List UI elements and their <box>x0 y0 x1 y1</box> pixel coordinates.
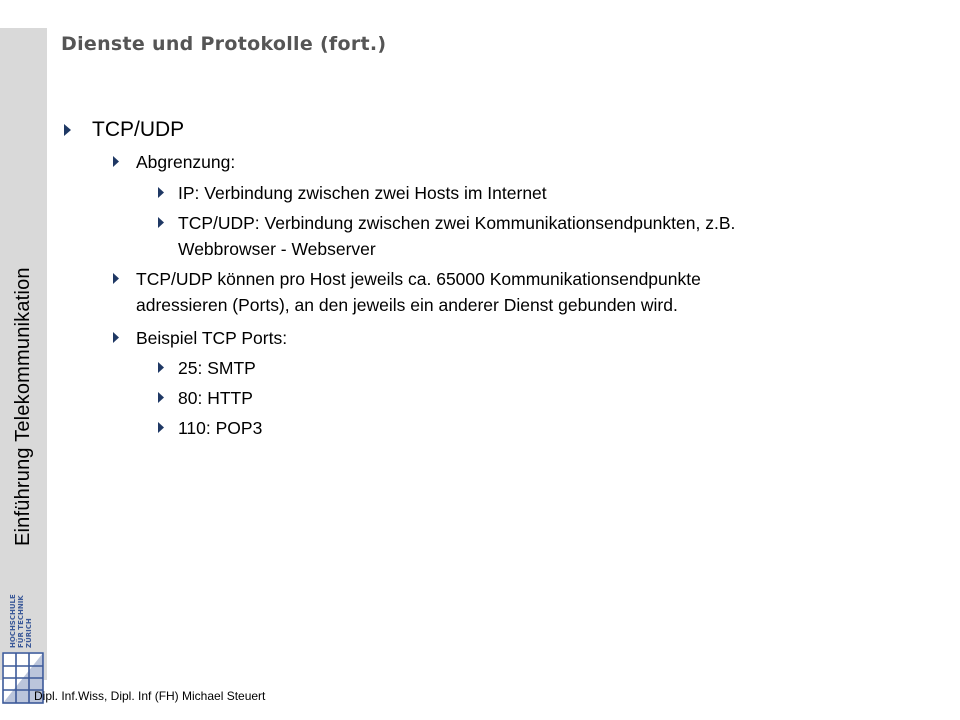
bullet-beispiel <box>113 325 287 351</box>
bullet-text-multiline <box>178 210 735 262</box>
chevron-right-icon <box>113 332 120 342</box>
bullet-port-80 <box>158 385 253 411</box>
chevron-right-icon <box>158 362 165 372</box>
bullet-tcp-udp-endpoints <box>158 210 735 262</box>
school-logo <box>2 586 44 706</box>
chevron-right-icon <box>158 422 165 432</box>
bullet-text: IP: Verbindung zwischen zwei Hosts im Internet <box>178 183 547 203</box>
sidebar <box>0 28 47 680</box>
chevron-right-icon <box>113 273 120 283</box>
bullet-tcp-udp <box>64 118 184 142</box>
bullet-line-1: TCP/UDP können pro Host jeweils ca. 65000 Kommunikationsendpunkte <box>136 269 701 289</box>
slide-title: Dienste und Protokolle (fort.) <box>61 33 387 55</box>
bullet-line-2: Webbrowser - Webserver <box>178 239 376 259</box>
logo-text-line-2: FÜR TECHNIK <box>17 595 25 648</box>
bullet-ip <box>158 180 547 206</box>
footer-author: Dipl. Inf.Wiss, Dipl. Inf (FH) Michael Steuert <box>34 689 266 703</box>
bullet-port-25 <box>158 355 256 381</box>
sidebar-title: Einführung Telekommunikation <box>12 267 34 546</box>
bullet-text: Beispiel TCP Ports: <box>136 328 288 348</box>
bullet-text: 80: HTTP <box>178 388 253 408</box>
chevron-right-icon <box>64 124 71 134</box>
logo-text-line-1: HOCHSCHULE <box>9 594 17 648</box>
bullet-ports <box>113 266 701 318</box>
bullet-text: Abgrenzung: <box>136 152 236 172</box>
bullet-text: 110: POP3 <box>178 418 263 438</box>
bullet-port-110 <box>158 415 262 441</box>
bullet-text: TCP/UDP <box>92 118 185 141</box>
chevron-right-icon <box>113 156 120 166</box>
bullet-abgrenzung <box>113 149 235 175</box>
bullet-text: 25: SMTP <box>178 358 256 378</box>
chevron-right-icon <box>158 392 165 402</box>
chevron-right-icon <box>158 217 165 227</box>
chevron-right-icon <box>158 187 165 197</box>
bullet-line-1: TCP/UDP: Verbindung zwischen zwei Kommunikationsendpunkten, z.B. <box>178 213 736 233</box>
bullet-line-2: adressieren (Ports), an den jeweils ein anderer Dienst gebunden wird. <box>136 295 678 315</box>
logo-text-line-3: ZÜRICH <box>25 618 33 648</box>
bullet-text-multiline <box>136 266 701 318</box>
